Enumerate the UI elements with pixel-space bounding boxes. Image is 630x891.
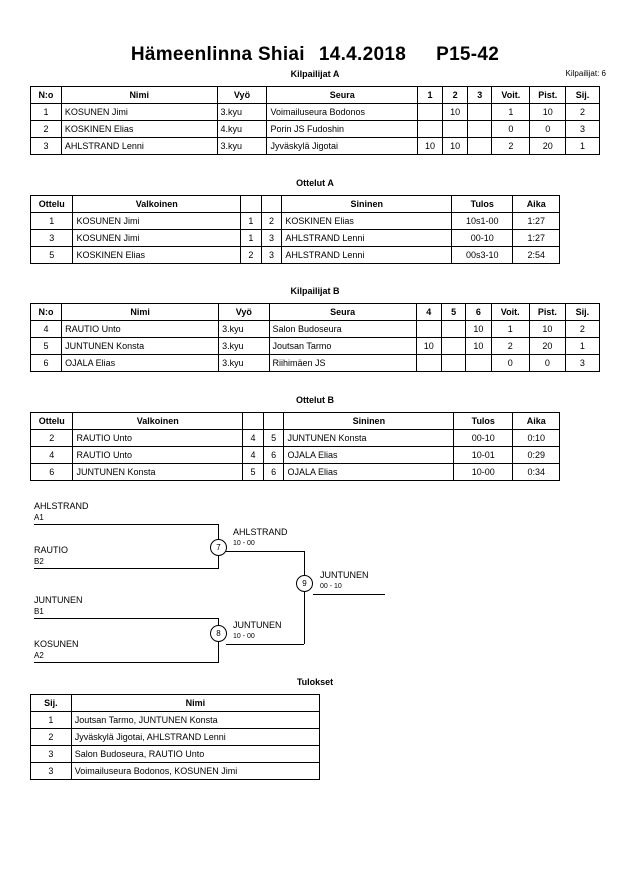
cell-no: 5 <box>31 338 62 355</box>
cell-name: Voimailuseura Bodonos, KOSUNEN Jimi <box>71 763 319 780</box>
cell-time: 0:10 <box>513 430 560 447</box>
cell-score <box>441 355 465 372</box>
cell-result: 00s3-10 <box>452 247 513 264</box>
cell-blue-no: 5 <box>263 430 284 447</box>
cell-wins: 0 <box>492 121 530 138</box>
cell-match-no: 2 <box>31 430 73 447</box>
cell-points: 0 <box>529 355 565 372</box>
pool-a-table <box>30 86 600 155</box>
results-table <box>30 694 320 780</box>
cell-wins: 1 <box>492 104 530 121</box>
bracket-match-number: 8 <box>210 625 227 642</box>
cell-name: JUNTUNEN Konsta <box>62 338 219 355</box>
header-opp-3: 3 <box>468 87 492 104</box>
cell-white-no: 4 <box>243 430 264 447</box>
bracket-winner-name: AHLSTRAND <box>233 527 288 537</box>
event-date: 14.4.2018 <box>318 44 407 65</box>
cell-white: KOSUNEN Jimi <box>73 230 241 247</box>
cell-blue-no: 6 <box>263 447 284 464</box>
header-no: N:o <box>31 87 62 104</box>
header-club: Seura <box>267 87 417 104</box>
matches-a-table <box>30 195 560 264</box>
cell-result: 00-10 <box>452 230 513 247</box>
bracket-line <box>226 551 304 552</box>
cell-white-no: 4 <box>243 447 264 464</box>
cell-white: RAUTIO Unto <box>73 447 243 464</box>
cell-club: Jyväskylä Jigotai <box>267 138 417 155</box>
bracket-line <box>34 662 218 663</box>
header-result: Tulos <box>452 196 513 213</box>
cell-score: 10 <box>443 104 468 121</box>
table-row <box>31 230 560 247</box>
bracket-score: 10 - 00 <box>233 633 255 640</box>
cell-white: KOSKINEN Elias <box>73 247 241 264</box>
cell-blue: AHLSTRAND Lenni <box>282 230 452 247</box>
header-belt: Vyö <box>219 304 269 321</box>
cell-match-no: 4 <box>31 447 73 464</box>
competitor-count: Kilpailijat: 6 <box>565 69 606 78</box>
table-row <box>31 712 320 729</box>
cell-score <box>443 121 468 138</box>
cell-white-no: 2 <box>241 247 262 264</box>
bracket-entry-name: AHLSTRAND <box>34 501 89 511</box>
elimination-bracket <box>0 495 630 675</box>
cell-score <box>468 104 492 121</box>
event-category: P15-42 <box>436 44 500 65</box>
cell-score <box>468 138 492 155</box>
header-points: Pist. <box>529 304 565 321</box>
cell-rank: 1 <box>31 712 72 729</box>
cell-no: 2 <box>31 121 62 138</box>
bracket-line <box>34 568 218 569</box>
cell-belt: 3.kyu <box>219 338 269 355</box>
table-header-row <box>31 87 600 104</box>
header-white-no <box>241 196 262 213</box>
cell-match-no: 6 <box>31 464 73 481</box>
header-opp-5: 5 <box>441 304 465 321</box>
cell-blue: OJALA Elias <box>284 464 454 481</box>
bracket-score: 10 - 00 <box>233 540 255 547</box>
caption-pool-b: Kilpailijat B <box>290 286 340 296</box>
cell-points: 10 <box>529 321 565 338</box>
cell-no: 3 <box>31 138 62 155</box>
cell-belt: 3.kyu <box>217 138 267 155</box>
cell-no: 1 <box>31 104 62 121</box>
cell-blue-no: 2 <box>261 213 282 230</box>
cell-result: 00-10 <box>454 430 513 447</box>
table-row <box>31 763 320 780</box>
cell-rank: 3 <box>31 763 72 780</box>
table-header-row <box>31 695 320 712</box>
cell-club: Voimailuseura Bodonos <box>267 104 417 121</box>
cell-no: 6 <box>31 355 62 372</box>
table-header-row <box>31 304 600 321</box>
bracket-entry-seed: A1 <box>34 513 44 522</box>
cell-time: 0:29 <box>513 447 560 464</box>
table-row <box>31 121 600 138</box>
table-row <box>31 104 600 121</box>
cell-rank: 3 <box>31 746 72 763</box>
cell-belt: 3.kyu <box>219 355 269 372</box>
header-blue-no <box>263 413 284 430</box>
cell-name: RAUTIO Unto <box>62 321 219 338</box>
cell-blue: JUNTUNEN Konsta <box>284 430 454 447</box>
pool-b-table <box>30 303 600 372</box>
cell-no: 4 <box>31 321 62 338</box>
header-blue: Sininen <box>282 196 452 213</box>
bracket-entry-name: RAUTIO <box>34 545 69 555</box>
cell-name: KOSKINEN Elias <box>61 121 217 138</box>
header-match: Ottelu <box>31 413 73 430</box>
header-opp-1: 1 <box>417 87 442 104</box>
cell-time: 1:27 <box>513 213 560 230</box>
table-row <box>31 464 560 481</box>
cell-result: 10s1-00 <box>452 213 513 230</box>
cell-name: Salon Budoseura, RAUTIO Unto <box>71 746 319 763</box>
header-white-no <box>243 413 264 430</box>
cell-white-no: 1 <box>241 230 262 247</box>
cell-rank: 2 <box>565 321 599 338</box>
cell-club: Joutsan Tarmo <box>269 338 416 355</box>
caption-pool-a: Kilpailijat A <box>290 69 340 79</box>
table-header-row <box>31 196 560 213</box>
cell-wins: 1 <box>491 321 529 338</box>
table-header-row <box>31 413 560 430</box>
event-name: Hämeenlinna Shiai <box>130 44 305 65</box>
cell-name: Joutsan Tarmo, JUNTUNEN Konsta <box>71 712 319 729</box>
cell-score <box>416 355 441 372</box>
bracket-score: 00 - 10 <box>320 583 342 590</box>
header-wins: Voit. <box>491 304 529 321</box>
cell-rank: 3 <box>565 355 599 372</box>
cell-blue-no: 3 <box>261 230 282 247</box>
cell-name: KOSUNEN Jimi <box>61 104 217 121</box>
cell-result: 10-00 <box>454 464 513 481</box>
header-opp-6: 6 <box>466 304 491 321</box>
cell-score <box>417 104 442 121</box>
cell-white-no: 1 <box>241 213 262 230</box>
table-row <box>31 430 560 447</box>
cell-score: 10 <box>443 138 468 155</box>
cell-rank: 2 <box>566 104 600 121</box>
cell-name: AHLSTRAND Lenni <box>61 138 217 155</box>
bracket-entry-seed: B1 <box>34 607 44 616</box>
table-row <box>31 355 600 372</box>
bracket-entry-seed: A2 <box>34 651 44 660</box>
cell-wins: 0 <box>491 355 529 372</box>
cell-name: OJALA Elias <box>62 355 219 372</box>
header-name: Nimi <box>61 87 217 104</box>
cell-club: Porin JS Fudoshin <box>267 121 417 138</box>
cell-points: 20 <box>530 138 566 155</box>
cell-white: KOSUNEN Jimi <box>73 213 241 230</box>
header-name: Nimi <box>62 304 219 321</box>
cell-points: 0 <box>530 121 566 138</box>
table-row <box>31 213 560 230</box>
cell-score <box>441 338 465 355</box>
cell-wins: 2 <box>492 138 530 155</box>
cell-match-no: 1 <box>31 213 73 230</box>
cell-score: 10 <box>417 138 442 155</box>
cell-time: 2:54 <box>513 247 560 264</box>
cell-score <box>417 121 442 138</box>
bracket-match-number: 9 <box>296 575 313 592</box>
cell-name: Jyväskylä Jigotai, AHLSTRAND Lenni <box>71 729 319 746</box>
header-rank: Sij. <box>566 87 600 104</box>
cell-white: RAUTIO Unto <box>73 430 243 447</box>
cell-white-no: 5 <box>243 464 264 481</box>
cell-score: 10 <box>466 338 491 355</box>
page-title <box>0 44 630 66</box>
cell-blue-no: 6 <box>263 464 284 481</box>
header-wins: Voit. <box>492 87 530 104</box>
bracket-line <box>313 594 385 595</box>
cell-blue-no: 3 <box>261 247 282 264</box>
cell-time: 0:34 <box>513 464 560 481</box>
cell-belt: 3.kyu <box>217 104 267 121</box>
cell-score: 10 <box>416 338 441 355</box>
cell-rank: 2 <box>31 729 72 746</box>
header-belt: Vyö <box>217 87 267 104</box>
table-row <box>31 321 600 338</box>
table-row <box>31 729 320 746</box>
bracket-line <box>304 551 305 644</box>
cell-wins: 2 <box>491 338 529 355</box>
caption-results: Tulokset <box>296 677 334 687</box>
bracket-entry-name: KOSUNEN <box>34 639 79 649</box>
header-name: Nimi <box>71 695 319 712</box>
table-row <box>31 746 320 763</box>
cell-score <box>468 121 492 138</box>
bracket-line <box>34 524 218 525</box>
cell-club: Riihimäen JS <box>269 355 416 372</box>
cell-blue: KOSKINEN Elias <box>282 213 452 230</box>
cell-score: 10 <box>466 321 491 338</box>
bracket-entry-name: JUNTUNEN <box>34 595 83 605</box>
matches-b-table <box>30 412 560 481</box>
table-row <box>31 447 560 464</box>
bracket-winner-name: JUNTUNEN <box>233 620 282 630</box>
cell-belt: 3.kyu <box>219 321 269 338</box>
cell-points: 20 <box>529 338 565 355</box>
header-result: Tulos <box>454 413 513 430</box>
bracket-champion-name: JUNTUNEN <box>320 570 369 580</box>
table-row <box>31 247 560 264</box>
cell-white: JUNTUNEN Konsta <box>73 464 243 481</box>
bracket-match-number: 7 <box>210 539 227 556</box>
header-opp-4: 4 <box>416 304 441 321</box>
cell-belt: 4.kyu <box>217 121 267 138</box>
header-club: Seura <box>269 304 416 321</box>
cell-club: Salon Budoseura <box>269 321 416 338</box>
cell-rank: 1 <box>566 138 600 155</box>
caption-matches-b: Ottelut B <box>296 395 334 405</box>
cell-score <box>466 355 491 372</box>
bracket-line <box>34 618 218 619</box>
header-white: Valkoinen <box>73 413 243 430</box>
header-points: Pist. <box>530 87 566 104</box>
table-row <box>31 138 600 155</box>
header-match: Ottelu <box>31 196 73 213</box>
header-rank: Sij. <box>31 695 72 712</box>
header-white: Valkoinen <box>73 196 241 213</box>
cell-result: 10-01 <box>454 447 513 464</box>
header-no: N:o <box>31 304 62 321</box>
header-blue-no <box>261 196 282 213</box>
caption-matches-a: Ottelut A <box>296 178 334 188</box>
cell-score <box>416 321 441 338</box>
cell-match-no: 5 <box>31 247 73 264</box>
cell-rank: 1 <box>565 338 599 355</box>
cell-blue: AHLSTRAND Lenni <box>282 247 452 264</box>
header-time: Aika <box>513 413 560 430</box>
header-rank: Sij. <box>565 304 599 321</box>
cell-match-no: 3 <box>31 230 73 247</box>
header-opp-2: 2 <box>443 87 468 104</box>
table-row <box>31 338 600 355</box>
cell-time: 1:27 <box>513 230 560 247</box>
cell-rank: 3 <box>566 121 600 138</box>
cell-points: 10 <box>530 104 566 121</box>
cell-score <box>441 321 465 338</box>
bracket-line <box>226 644 304 645</box>
cell-blue: OJALA Elias <box>284 447 454 464</box>
header-time: Aika <box>513 196 560 213</box>
header-blue: Sininen <box>284 413 454 430</box>
bracket-entry-seed: B2 <box>34 557 44 566</box>
